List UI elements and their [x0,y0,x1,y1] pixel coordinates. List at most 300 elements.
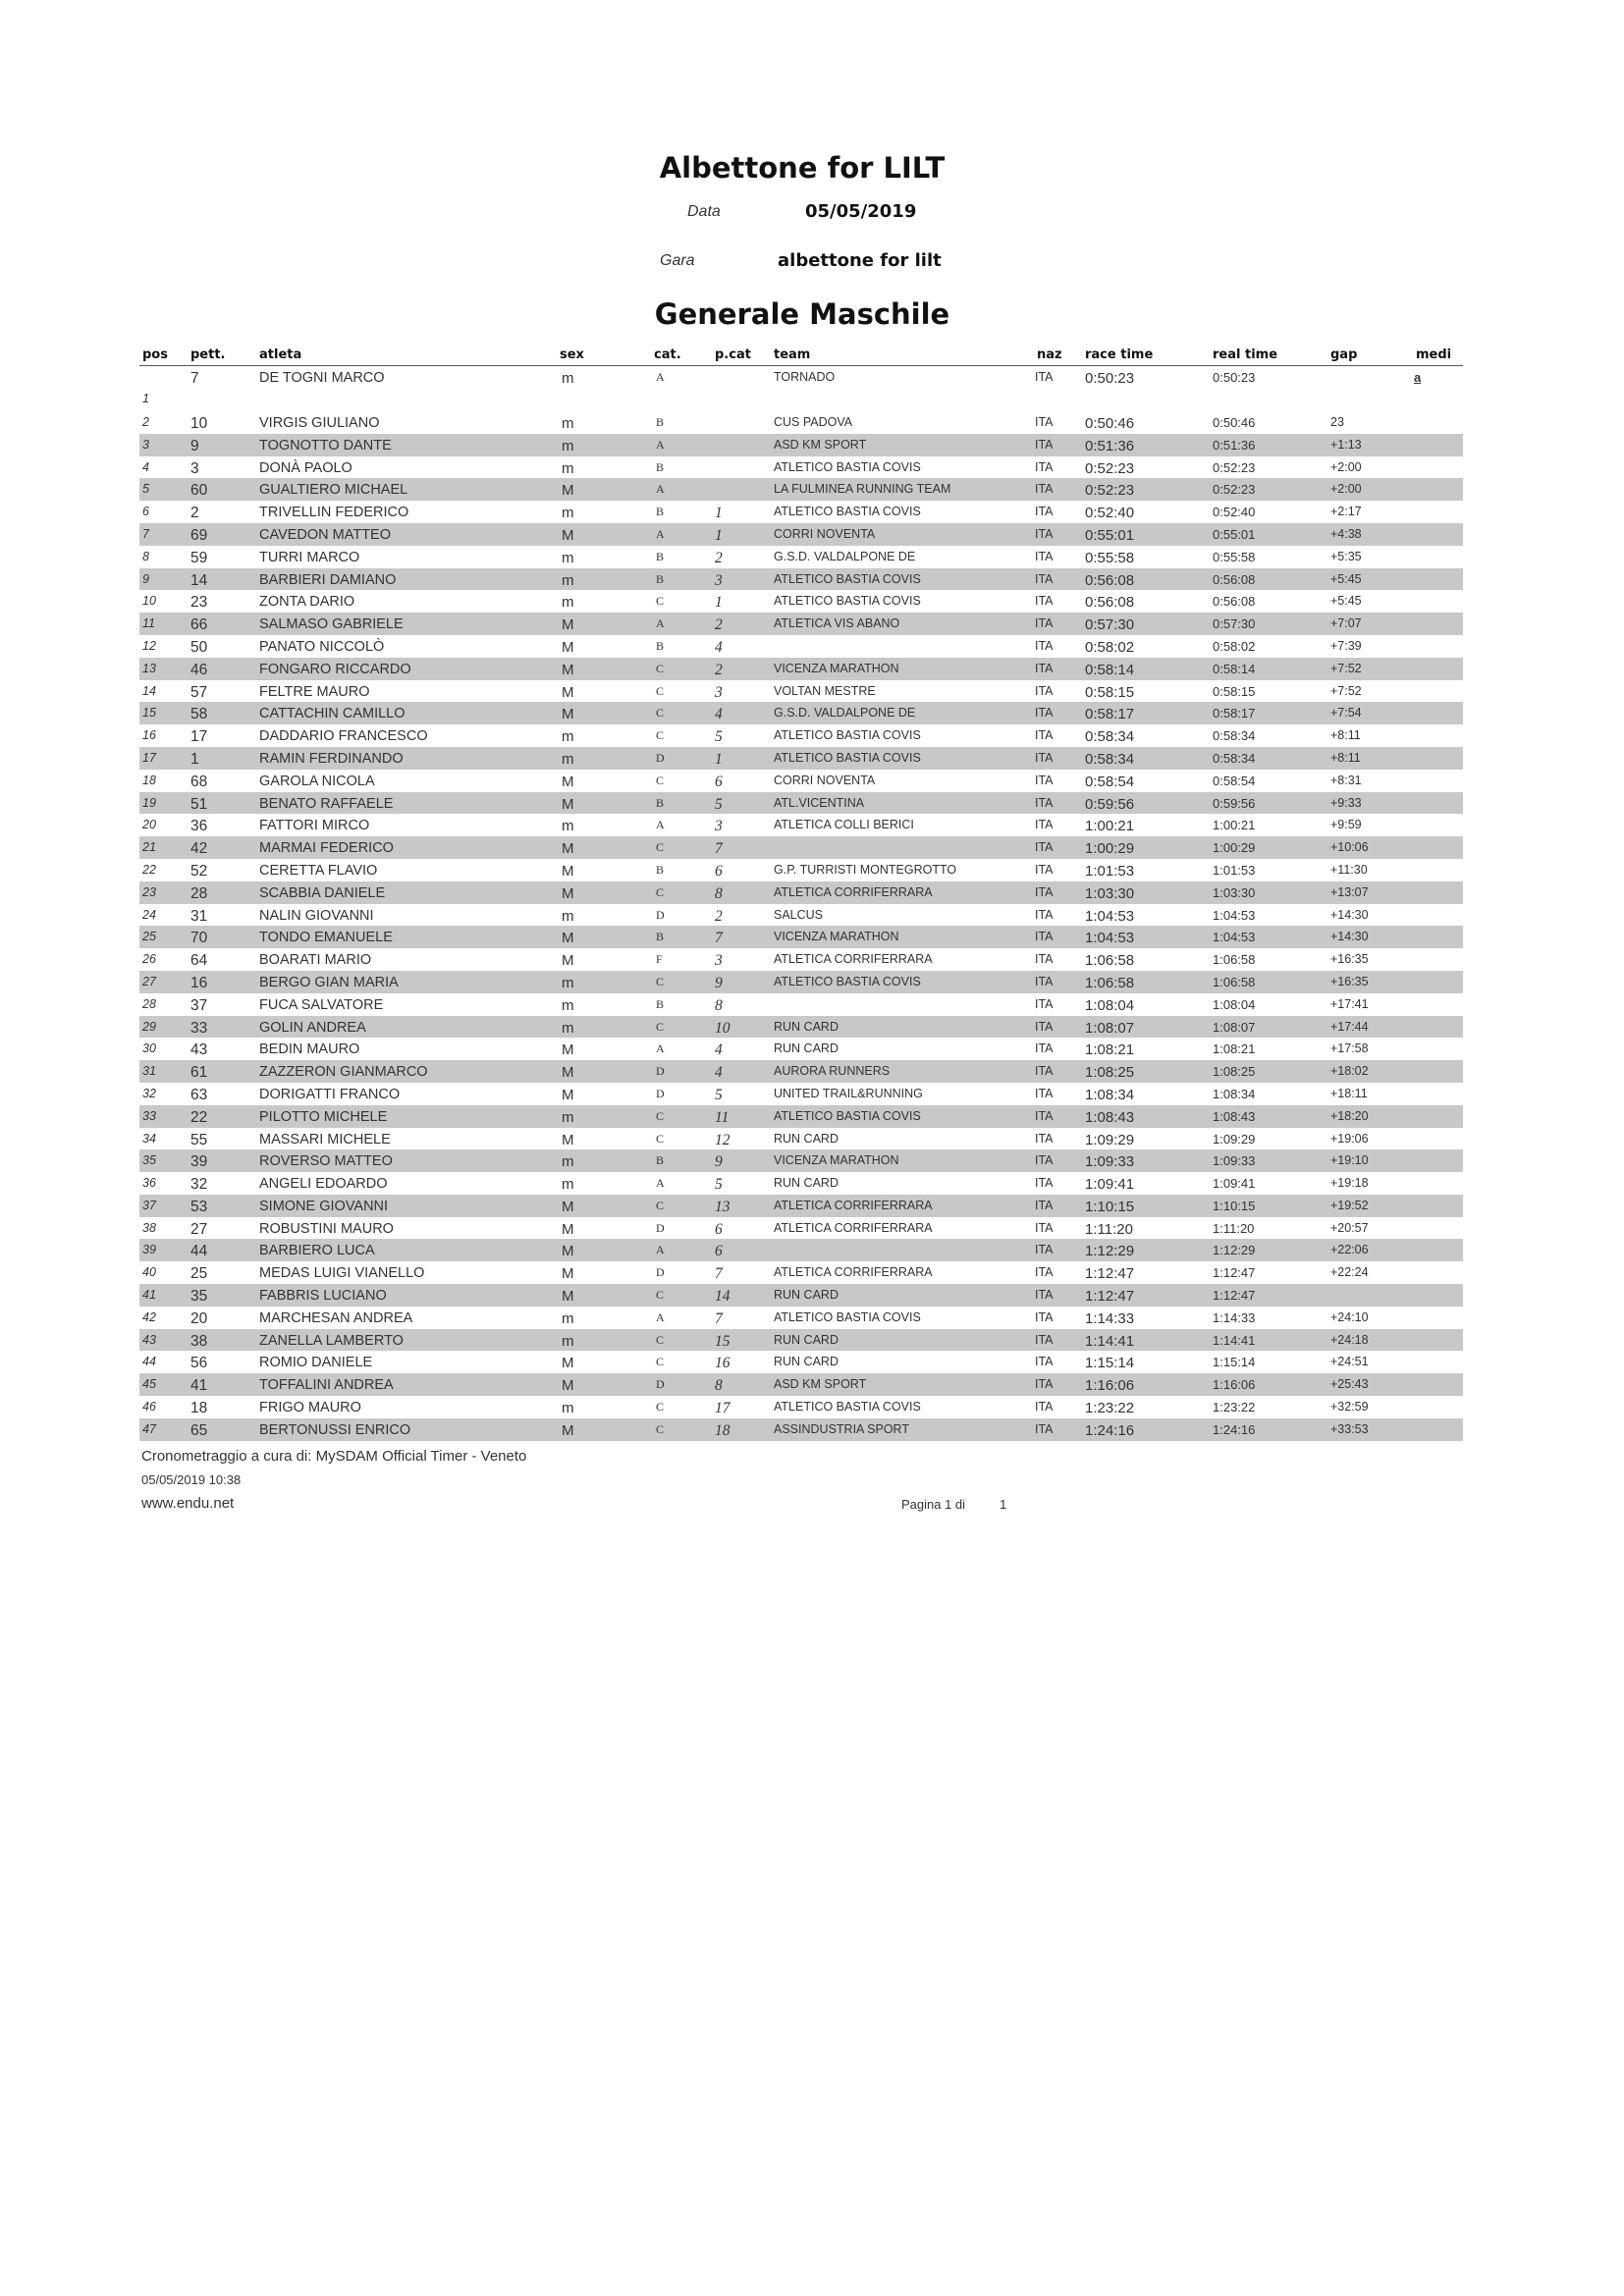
row-race-time: 0:55:58 [1085,549,1135,566]
row-real-time: 1:24:16 [1213,1421,1256,1437]
row-category: B [656,795,665,810]
row-team: ASD KM SPORT [774,1377,867,1392]
row-bib: 61 [190,1064,208,1082]
row-category-position: 2 [715,907,723,925]
row-race-time: 1:14:41 [1085,1332,1135,1350]
row-category-position: 7 [715,930,723,947]
row-pos: 18 [142,773,156,787]
row-category: B [656,571,665,586]
row-category-position: 5 [715,1086,723,1103]
row-category: B [656,996,665,1011]
row-category-position: 12 [715,1131,731,1148]
row-category-position: 2 [715,661,723,678]
row-athlete: MEDAS LUIGI VIANELLO [259,1265,425,1282]
row-athlete: TOFFALINI ANDREA [259,1377,394,1394]
row-gap: +17:41 [1330,996,1369,1011]
row-pos: 4 [142,459,149,474]
table-row [139,1261,1463,1284]
row-bib: 65 [190,1421,208,1439]
row-athlete: ROMIO DANIELE [259,1355,373,1371]
row-athlete: DONÀ PAOLO [259,459,352,476]
row-gap: +18:02 [1330,1064,1369,1079]
row-bib: 1 [190,750,199,768]
table-row [139,1149,1463,1172]
row-pos: 11 [142,616,155,631]
row-category: F [656,952,663,967]
row-real-time: 1:15:14 [1213,1355,1256,1370]
row-category-position: 7 [715,1265,723,1283]
row-pos: 28 [142,996,156,1011]
row-category-position: 16 [715,1355,731,1372]
row-category: C [656,1019,665,1034]
row-real-time: 1:04:53 [1213,907,1256,923]
row-category-position: 1 [715,526,723,544]
row-sex: m [562,818,574,835]
row-athlete: BEDIN MAURO [259,1041,360,1058]
row-real-time: 1:06:58 [1213,974,1256,989]
row-team: G.S.D. VALDALPONE DE [774,706,916,721]
row-category-position: 3 [715,683,723,701]
row-sex: m [562,505,574,522]
row-pos: 47 [142,1421,156,1436]
row-race-time: 0:58:14 [1085,661,1135,678]
row-team: TORNADO [774,370,836,384]
table-row [139,836,1463,859]
row-nation: ITA [1035,594,1054,609]
row-category-position: 1 [715,594,723,612]
row-category-position: 7 [715,1309,723,1327]
row-team: RUN CARD [774,1019,839,1034]
row-real-time: 1:09:41 [1213,1176,1256,1192]
row-bib: 10 [190,415,208,432]
row-team: ATLETICA COLLI BERICI [774,818,914,832]
row-nation: ITA [1035,840,1054,855]
row-pos: 25 [142,930,156,944]
row-nation: ITA [1035,1400,1054,1415]
row-sex: m [562,996,574,1014]
row-gap: +7:54 [1330,706,1362,721]
row-nation: ITA [1035,1108,1054,1123]
row-nation: ITA [1035,1198,1054,1212]
row-category-position: 1 [715,505,723,522]
row-category: B [656,415,665,429]
row-category: A [656,616,665,631]
table-row [139,859,1463,881]
row-athlete: TONDO EMANUELE [259,930,393,946]
table-row [139,366,1463,411]
row-nation: ITA [1035,1153,1054,1168]
row-sex: m [562,1108,574,1126]
row-bib: 46 [190,661,208,678]
col-medi: medi [1416,347,1452,362]
row-sex: m [562,1332,574,1350]
row-gap: +24:18 [1330,1332,1369,1347]
row-category-position: 6 [715,1243,723,1260]
row-bib: 63 [190,1086,208,1103]
row-pos: 30 [142,1041,156,1056]
row-sex: M [562,638,574,656]
row-sex: M [562,930,574,947]
row-category: A [656,1243,665,1257]
row-sex: M [562,1131,574,1148]
row-gap: +7:07 [1330,616,1362,631]
row-team: ATLETICO BASTIA COVIS [774,1108,921,1123]
row-gap: +2:17 [1330,505,1362,519]
row-sex: M [562,482,574,500]
row-pos: 32 [142,1086,156,1100]
row-category: C [656,1131,665,1146]
row-team: VICENZA MARATHON [774,930,899,944]
table-row [139,613,1463,635]
row-real-time: 0:58:15 [1213,683,1256,699]
row-category-position: 17 [715,1400,731,1417]
row-bib: 55 [190,1131,208,1148]
row-nation: ITA [1035,818,1054,832]
race-label: Gara [660,252,695,269]
row-team: ATLETICA VIS ABANO [774,616,900,631]
row-sex: M [562,706,574,723]
row-nation: ITA [1035,1332,1054,1347]
row-nation: ITA [1035,1421,1054,1436]
row-nation: ITA [1035,1176,1054,1191]
table-row [139,1239,1463,1261]
row-race-time: 0:51:36 [1085,437,1135,454]
col-pcat: p.cat [715,347,751,362]
row-real-time: 1:03:30 [1213,884,1256,900]
row-team: RUN CARD [774,1041,839,1056]
row-pos: 24 [142,907,156,922]
row-pos: 27 [142,974,156,988]
row-bib: 36 [190,818,208,835]
row-real-time: 0:58:34 [1213,750,1256,766]
row-category-position: 8 [715,996,723,1014]
table-row [139,1172,1463,1195]
table-row [139,523,1463,546]
row-bib: 32 [190,1176,208,1194]
row-athlete: FABBRIS LUCIANO [259,1288,387,1305]
row-gap: +7:39 [1330,638,1362,653]
row-category: D [656,907,665,922]
row-nation: ITA [1035,1220,1054,1235]
row-category: B [656,930,665,944]
row-category: D [656,1265,665,1280]
row-category-position: 6 [715,773,723,790]
table-row [139,702,1463,724]
row-nation: ITA [1035,482,1054,497]
row-sex: M [562,1064,574,1082]
row-real-time: 1:01:53 [1213,862,1256,878]
row-real-time: 1:08:21 [1213,1041,1256,1057]
table-row [139,1128,1463,1150]
row-athlete: ZAZZERON GIANMARCO [259,1064,428,1081]
row-bib: 35 [190,1288,208,1306]
row-category-position: 5 [715,795,723,813]
row-gap: +9:33 [1330,795,1362,810]
page-total: 1 [1000,1497,1007,1512]
row-category: C [656,884,665,899]
page-label: Pagina 1 di [901,1497,966,1512]
row-category-position: 5 [715,1176,723,1194]
row-category-position: 9 [715,1153,723,1171]
row-category: C [656,1421,665,1436]
row-pos: 21 [142,840,156,855]
row-team: ATLETICO BASTIA COVIS [774,505,921,519]
table-row [139,590,1463,613]
table-row [139,993,1463,1016]
row-athlete: FATTORI MIRCO [259,818,370,834]
row-category-position: 8 [715,1377,723,1395]
row-category: A [656,818,665,832]
row-team: G.S.D. VALDALPONE DE [774,549,916,563]
row-pos: 16 [142,728,156,743]
row-category-position: 13 [715,1198,731,1215]
row-team: LA FULMINEA RUNNING TEAM [774,482,951,497]
row-category: C [656,1288,665,1303]
row-sex: m [562,907,574,925]
row-gap: +4:38 [1330,526,1362,541]
row-nation: ITA [1035,1041,1054,1056]
row-race-time: 1:24:16 [1085,1421,1135,1439]
col-race-time: race time [1085,347,1154,362]
row-nation: ITA [1035,996,1054,1011]
row-gap: +5:45 [1330,594,1362,609]
table-row [139,680,1463,703]
table-row [139,1351,1463,1373]
row-real-time: 1:08:04 [1213,996,1256,1012]
row-real-time: 0:51:36 [1213,437,1256,453]
row-sex: M [562,840,574,858]
results-table [139,366,1463,1441]
row-category: A [656,1176,665,1191]
row-nation: ITA [1035,706,1054,721]
print-timestamp: 05/05/2019 10:38 [141,1472,242,1487]
row-bib: 56 [190,1355,208,1372]
col-naz: naz [1037,347,1062,362]
row-pos: 9 [142,571,149,586]
row-gap: +13:07 [1330,884,1369,899]
row-real-time: 1:09:29 [1213,1131,1256,1147]
table-row [139,1217,1463,1240]
row-sex: m [562,974,574,991]
row-team: RUN CARD [774,1176,839,1191]
row-category-position: 6 [715,1220,723,1238]
timing-credit: Cronometraggio a cura di: MySDAM Official Timer - Veneto [141,1448,527,1465]
row-team: ATLETICO BASTIA COVIS [774,728,921,743]
row-sex: m [562,1019,574,1037]
row-nation: ITA [1035,952,1054,967]
row-team: ATLETICO BASTIA COVIS [774,1309,921,1324]
row-nation: ITA [1035,884,1054,899]
row-sex: M [562,1355,574,1372]
row-bib: 22 [190,1108,208,1126]
row-athlete: FUCA SALVATORE [259,996,384,1013]
row-athlete: DORIGATTI FRANCO [259,1086,401,1102]
row-athlete: GUALTIERO MICHAEL [259,482,408,499]
row-bib: 2 [190,505,199,522]
row-team: CORRI NOVENTA [774,773,876,787]
row-race-time: 0:59:56 [1085,795,1135,813]
table-row [139,1418,1463,1441]
row-category: B [656,1153,665,1168]
row-category-position: 7 [715,840,723,858]
table-row [139,814,1463,836]
row-bib: 41 [190,1377,208,1395]
row-real-time: 1:00:29 [1213,840,1256,856]
row-athlete: ROBUSTINI MAURO [259,1220,394,1237]
col-atleta: atleta [259,347,302,362]
row-race-time: 1:09:33 [1085,1153,1135,1171]
row-athlete: SIMONE GIOVANNI [259,1198,389,1214]
row-category: A [656,526,665,541]
race-value: albettone for lilt [778,250,942,271]
row-sex: M [562,773,574,790]
row-real-time: 0:58:54 [1213,773,1256,788]
row-nation: ITA [1035,1377,1054,1392]
row-category: C [656,594,665,609]
row-real-time: 1:23:22 [1213,1400,1256,1415]
row-sex: M [562,952,574,970]
row-sex: m [562,750,574,768]
row-pos: 20 [142,818,156,832]
row-athlete: RAMIN FERDINANDO [259,750,404,767]
row-gap: +19:18 [1330,1176,1369,1191]
row-real-time: 1:06:58 [1213,952,1256,968]
row-pos: 19 [142,795,156,810]
row-pos: 10 [142,594,156,609]
row-pos: 29 [142,1019,156,1034]
row-pos: 39 [142,1243,156,1257]
row-gap: +19:52 [1330,1198,1369,1212]
row-race-time: 0:57:30 [1085,616,1135,634]
table-row [139,1038,1463,1060]
table-row [139,1016,1463,1039]
row-nation: ITA [1035,370,1054,384]
row-bib: 7 [190,370,199,387]
site-link[interactable]: www.endu.net [141,1495,235,1512]
row-real-time: 1:14:33 [1213,1309,1256,1325]
row-race-time: 0:58:15 [1085,683,1135,701]
row-bib: 53 [190,1198,208,1215]
date-label: Data [687,203,721,220]
row-pos: 35 [142,1153,156,1168]
row-race-time: 1:08:25 [1085,1064,1135,1082]
row-race-time: 1:12:29 [1085,1243,1135,1260]
row-race-time: 1:15:14 [1085,1355,1135,1372]
row-bib: 44 [190,1243,208,1260]
row-category: A [656,437,665,452]
row-gap: +19:10 [1330,1153,1369,1168]
row-race-time: 0:52:23 [1085,482,1135,500]
row-real-time: 1:09:33 [1213,1153,1256,1169]
row-sex: M [562,1220,574,1238]
row-sex: M [562,795,574,813]
row-athlete: PANATO NICCOLÒ [259,638,385,655]
row-race-time: 0:56:08 [1085,594,1135,612]
row-athlete: ZONTA DARIO [259,594,355,611]
row-bib: 43 [190,1041,208,1059]
row-nation: ITA [1035,526,1054,541]
row-real-time: 0:58:34 [1213,728,1256,744]
row-nation: ITA [1035,862,1054,877]
row-race-time: 1:08:34 [1085,1086,1135,1103]
row-nation: ITA [1035,1064,1054,1079]
row-race-time: 1:09:29 [1085,1131,1135,1148]
row-race-time: 0:55:01 [1085,526,1135,544]
row-pos: 6 [142,505,149,519]
row-real-time: 1:16:06 [1213,1377,1256,1393]
row-category-position: 6 [715,862,723,880]
row-sex: m [562,571,574,589]
col-team: team [774,347,811,362]
row-pos: 8 [142,549,149,563]
row-real-time: 1:04:53 [1213,930,1256,945]
row-race-time: 1:08:43 [1085,1108,1135,1126]
row-nation: ITA [1035,1019,1054,1034]
row-sex: m [562,1153,574,1171]
table-row [139,478,1463,501]
row-athlete: MASSARI MICHELE [259,1131,391,1148]
row-category-position: 2 [715,616,723,634]
row-sex: m [562,594,574,612]
row-pos: 7 [142,526,149,541]
table-row [139,434,1463,456]
row-nation: ITA [1035,1086,1054,1100]
row-real-time: 1:08:25 [1213,1064,1256,1080]
table-row [139,1329,1463,1352]
row-bib: 14 [190,571,208,589]
col-gap: gap [1330,347,1358,362]
row-category: B [656,459,665,474]
row-race-time: 0:58:34 [1085,728,1135,746]
row-race-time: 0:58:54 [1085,773,1135,790]
table-row [139,1105,1463,1128]
row-sex: M [562,661,574,678]
row-sex: M [562,526,574,544]
row-bib: 69 [190,526,208,544]
row-real-time: 0:57:30 [1213,616,1256,632]
row-race-time: 1:04:53 [1085,930,1135,947]
row-team: ATL.VICENTINA [774,795,865,810]
row-pos: 3 [142,437,149,452]
row-race-time: 1:03:30 [1085,884,1135,902]
row-sex: m [562,415,574,432]
row-category: B [656,549,665,563]
row-race-time: 1:08:07 [1085,1019,1135,1037]
row-pos: 12 [142,638,156,653]
row-category-position: 3 [715,571,723,589]
row-gap: +33:53 [1330,1421,1369,1436]
row-bib: 52 [190,862,208,880]
row-athlete: MARCHESAN ANDREA [259,1309,413,1326]
row-nation: ITA [1035,1131,1054,1146]
row-sex: M [562,683,574,701]
row-nation: ITA [1035,1288,1054,1303]
table-row [139,904,1463,927]
row-gap: +8:31 [1330,773,1362,787]
row-real-time: 0:50:23 [1213,370,1256,385]
row-team: VICENZA MARATHON [774,1153,899,1168]
row-pos: 22 [142,862,156,877]
row-category: C [656,773,665,787]
row-category-position: 10 [715,1019,731,1037]
row-sex: M [562,862,574,880]
row-team: ATLETICO BASTIA COVIS [774,459,921,474]
row-category-position: 3 [715,952,723,970]
row-gap: +19:06 [1330,1131,1369,1146]
row-bib: 18 [190,1400,208,1417]
row-nation: ITA [1035,505,1054,519]
row-bib: 3 [190,459,199,477]
